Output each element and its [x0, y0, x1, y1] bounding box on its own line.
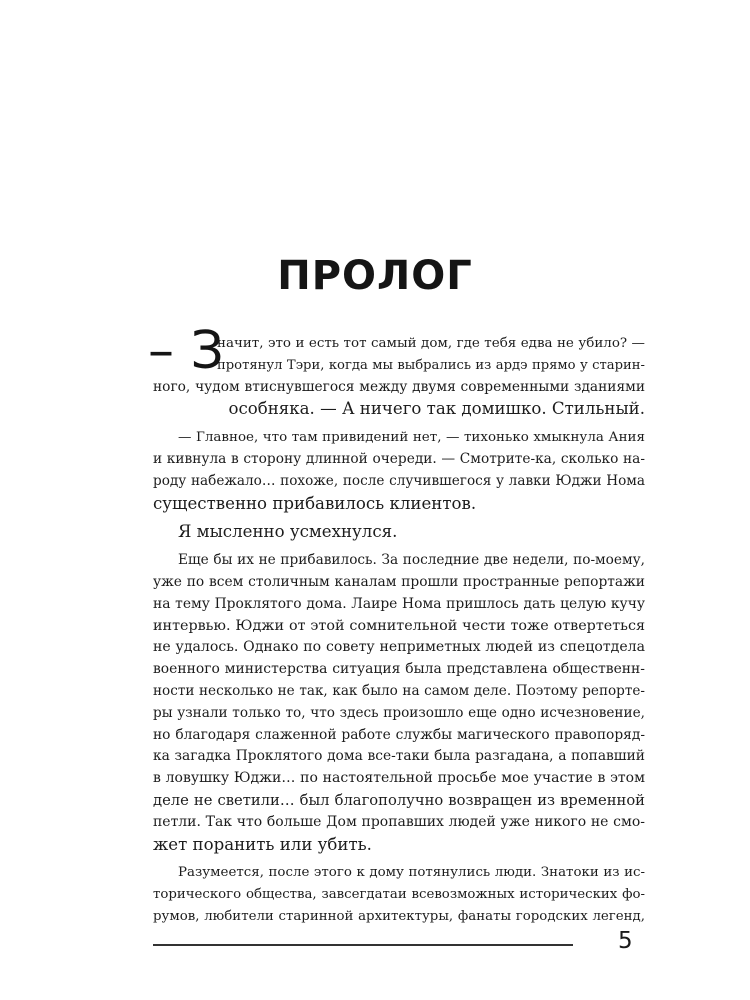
text-line: — Главное, что там привидений нет, — тихонько хмыкнула Ания: [178, 430, 645, 446]
text-line: Я мысленно усмехнулся.: [178, 522, 398, 542]
text-line: торического общества, завсегдатаи всевозможных исторических фо-: [153, 887, 645, 903]
text-line: особняка. — А ничего так домишко. Стильный.: [228, 399, 645, 419]
paragraph-1: [148, 321, 645, 420]
text-line: уже по всем столичным каналам прошли пространные репортажи: [153, 573, 645, 590]
text-line: ры узнали только то, что здесь произошло еще одно исчезновение,: [153, 704, 645, 721]
text-line: ного, чудом втиснувшегося между двумя современными зданиями: [153, 378, 645, 395]
text-line: роду набежало… похоже, после случившегося у лавки Юджи Нома: [153, 472, 645, 489]
drop-cap: – З: [148, 321, 224, 381]
text-line: в ловушку Юджи… по настоятельной просьбе мое участие в этом: [153, 770, 645, 787]
text-line: существенно прибавилось клиентов.: [153, 493, 477, 513]
paragraph-5: [153, 862, 645, 927]
text-line: ности несколько не так, как было на самом деле. Поэтому репорте-: [153, 682, 645, 699]
text-line: Еще бы их не прибавилось. За последние две недели, по-моему,: [178, 552, 645, 569]
text-line: петли. Так что больше Дом пропавших людей уже никого не смо-: [153, 813, 645, 830]
paragraph-3: [153, 521, 645, 543]
text-line: протянул Тэри, когда мы выбрались из ардэ прямо у старин-: [217, 357, 645, 373]
body-text: [148, 321, 645, 928]
text-line: жет поранить или убить.: [153, 834, 372, 854]
text-line: Разумеется, после этого к дому потянулись люди. Знатоки из ис-: [178, 865, 645, 881]
footer-rule: [153, 944, 573, 946]
text-line: но благодаря слаженной работе службы магического правопоряд-: [153, 726, 645, 743]
chapter-heading: ПРОЛОГ: [277, 253, 473, 299]
text-line: на тему Проклятого дома. Лаире Нома пришлось дать целую кучу: [153, 595, 645, 612]
text-line: румов, любители старинной архитектуры, фанаты городских легенд,: [153, 908, 645, 924]
paragraph-4: [153, 550, 645, 855]
text-line: не удалось. Однако по совету неприметных людей из спецотдела: [153, 639, 645, 656]
page-number: 5: [618, 928, 633, 954]
text-line: ка загадка Проклятого дома все-таки была разгадана, а попавший: [153, 748, 645, 765]
text-line: интервью. Юджи от этой сомнительной чести тоже отвертеться: [153, 617, 645, 634]
text-line: деле не светили… был благополучно возвращен из временной: [153, 791, 645, 809]
paragraph-2: [153, 427, 645, 514]
text-line: начит, это и есть тот самый дом, где тебя едва не убило? —: [217, 336, 645, 351]
text-line: и кивнула в сторону длинной очереди. — Смотрите-ка, сколько на-: [153, 450, 645, 467]
text-line: военного министерства ситуация была представлена общественн-: [153, 661, 645, 678]
